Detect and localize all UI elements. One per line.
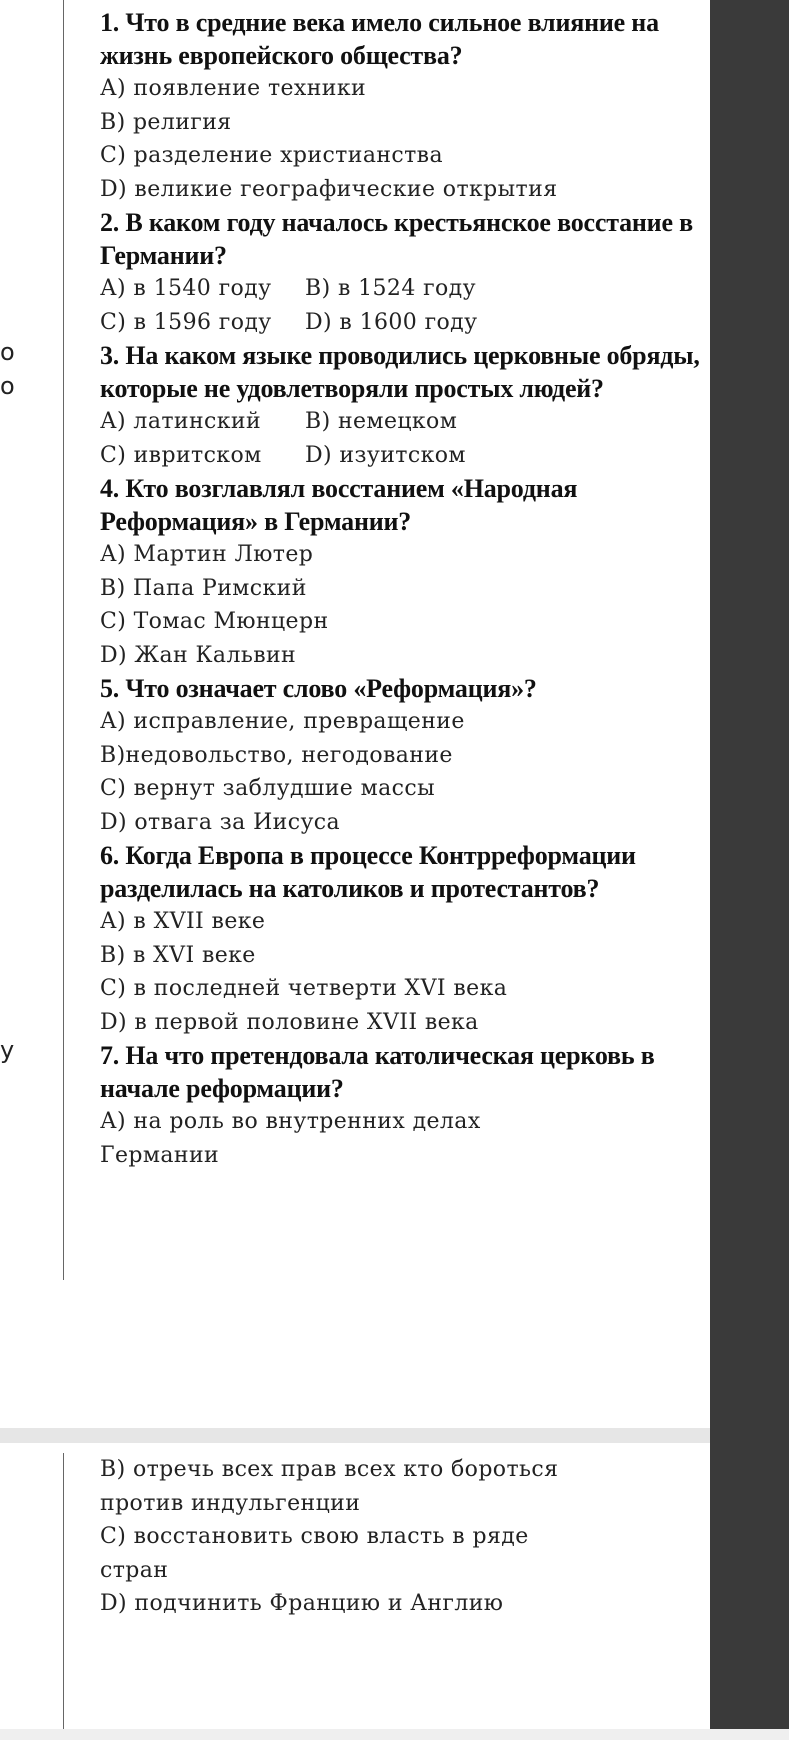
answer-option: А) латинский — [100, 409, 262, 434]
question-7: 7. На что претендовала католическая церковь в начале реформации? — [100, 1041, 655, 1103]
answer-option: D) отвага за Иисуса — [100, 809, 341, 835]
answer-option: А) Мартин Лютер — [100, 542, 314, 567]
question-4: 4. Кто возглавлял восстанием «Народная Реформация» в Германии? — [100, 474, 578, 536]
answer-option: А) на роль во внутренних делах Германии — [100, 1109, 481, 1168]
bottom-edge — [0, 1729, 789, 1740]
page-separator — [0, 1428, 710, 1443]
cropped-edge-text: о — [0, 338, 15, 366]
question-5: 5. Что означает слово «Реформация»? — [100, 674, 537, 703]
answer-option: D) Жан Кальвин — [100, 642, 297, 668]
answer-option: С) восстановить свою власть в ряде стран — [100, 1524, 529, 1583]
test-questions-continued — [100, 1453, 700, 1621]
test-questions — [100, 6, 700, 1172]
document-page-2 — [0, 1443, 710, 1729]
answer-option: В)недовольство, негодование — [100, 742, 453, 768]
cropped-edge-text: у — [0, 1036, 15, 1064]
answer-option: С) в последней четверти XVI века — [100, 976, 508, 1001]
answer-option: С) ивритском — [100, 442, 262, 468]
answer-option: С) Томас Мюнцерн — [100, 609, 329, 634]
column-rule — [63, 0, 64, 1280]
answer-row — [100, 439, 700, 473]
answer-option: D) подчинить Францию и Англию — [100, 1591, 504, 1616]
answer-option: С) в 1596 году — [100, 309, 272, 335]
answer-option: В) немецком — [305, 409, 458, 434]
question-2: 2. В каком году началось крестьянское восстание в Германии? — [100, 208, 693, 270]
answer-option: D) в 1600 году — [305, 309, 478, 335]
answer-option: С) разделение христианства — [100, 143, 443, 168]
answer-option: D) великие географические открытия — [100, 176, 558, 202]
answer-option: В) отречь всех прав всех кто бороться против индульгенции — [100, 1457, 559, 1516]
answer-option: А) появление техники — [100, 76, 367, 101]
answer-option: В) религия — [100, 109, 232, 135]
cropped-edge-text: о — [0, 372, 15, 400]
answer-option: А) исправление, превращение — [100, 709, 465, 734]
question-6: 6. Когда Европа в процессе Контрреформации разделилась на католиков и протестантов? — [100, 841, 636, 903]
answer-option: D) изуитском — [305, 442, 466, 468]
question-3: 3. На каком языке проводились церковные обряды, которые не удовлетворяли простых людей? — [100, 341, 700, 403]
answer-option: В) в 1524 году — [305, 276, 476, 301]
answer-row — [100, 272, 700, 306]
question-1: 1. Что в средние века имело сильное влияние на жизнь европейского общества? — [100, 8, 659, 70]
answer-option: D) в первой половине XVII века — [100, 1009, 479, 1035]
answer-option: А) в 1540 году — [100, 276, 272, 301]
column-rule — [63, 1453, 64, 1729]
answer-row — [100, 405, 700, 439]
answer-option: В) Папа Римский — [100, 575, 307, 601]
answer-option: А) в XVII веке — [100, 909, 266, 934]
answer-option: В) в XVI веке — [100, 942, 256, 968]
answer-option: С) вернут заблудшие массы — [100, 776, 436, 801]
answer-row — [100, 306, 700, 340]
